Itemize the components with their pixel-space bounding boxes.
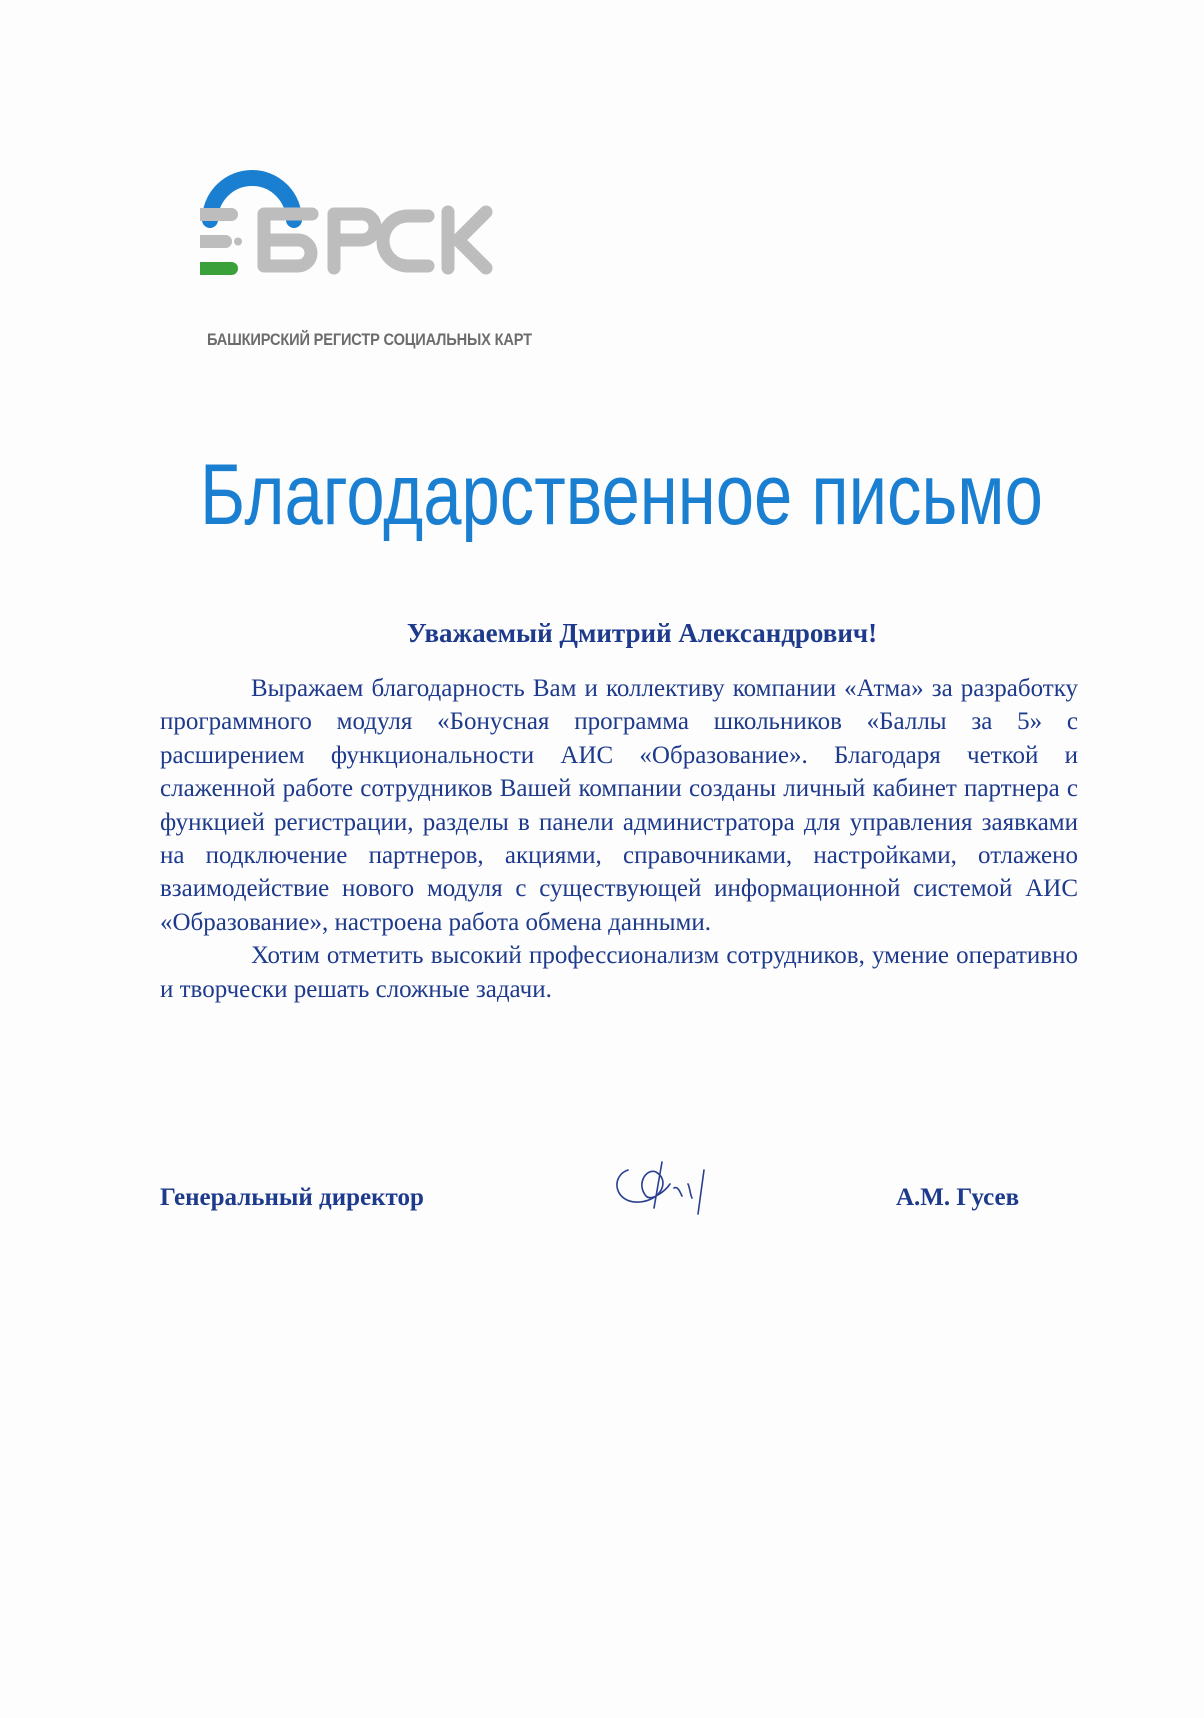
letter-paragraph: Хотим отметить высокий профессионализм сотрудников, умение оперативно и творчески решать сложные задачи. [160,942,1078,1003]
letter-paragraph: Выражаем благодарность Вам и коллективу компании «Атма» за разработку программного модуля «Бонусная программа школьников «Баллы за 5» с расширением функциональности АИС «Образование». Благодаря четкой и слаженной работе сотрудников Вашей компании созданы личный кабинет партнера с функцией регистрации, разделы в панели администратора для управления заявками на подключение партнеров, акциями, справочниками, настройками, отлажено взаимодействие нового модуля с существующей информационной системой АИС «Образование», настроена работа обмена данными. [160,675,1078,936]
signer-role: Генеральный директор [160,1184,424,1211]
org-name: БАШКИРСКИЙ РЕГИСТР СОЦИАЛЬНЫХ КАРТ [207,330,532,349]
brsk-logo-icon [200,168,540,328]
handwritten-signature [600,1140,760,1220]
letter-greeting: Уважаемый Дмитрий Александрович! [406,618,878,648]
letter-body [160,672,1078,1006]
signer-name: А.М. Гусев [896,1184,1020,1211]
signature-icon [600,1140,760,1220]
letter-title: Благодарственное письмо [200,447,1043,543]
